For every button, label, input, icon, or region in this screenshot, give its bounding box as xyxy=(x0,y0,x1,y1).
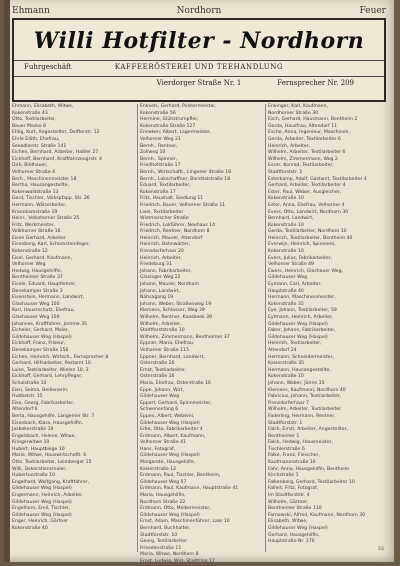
directory-entry: Esche, Anna, Ingenieur, Maschinen, xyxy=(268,130,350,136)
directory-entry: Bertha, Hausangestellte, xyxy=(12,183,70,189)
directory-entry: Hermann, Schneidermeister, xyxy=(268,354,334,360)
directory-entry: Glashauser Weg 100 xyxy=(12,315,60,320)
directory-entry: Velhorner Straße 49 xyxy=(268,262,314,268)
directory-entry: Erdmann, Albert, Kaufmann, xyxy=(140,433,206,439)
directory-entry: Esch, Gerhard, Hausmann, Bentheim 2 xyxy=(268,117,358,123)
directory-entry: Ernst, Ludwig, Wirt, Stadtring 17 xyxy=(140,558,215,564)
directory-entry: Wilhelm, Gärtner, xyxy=(268,499,309,505)
directory-entry: Eisen Gerhard, Arbeiter xyxy=(12,235,66,241)
directory-entry: Eisenberg, Karl, Schornsteinfeger, xyxy=(12,242,91,248)
directory-entry: Frensdorferhaar 7 xyxy=(268,400,309,406)
directory-entry: Engermann, Heinrich, Arbeiter, xyxy=(12,493,84,499)
directory-entry: Gerd, Tischler, Volkspfapp. Str. 26 xyxy=(12,196,90,202)
directory-entry: Eickhoff, Franz, Friseur, xyxy=(12,341,66,347)
directory-entry: Maria, Witwe, Nordhorn 8 xyxy=(140,552,199,558)
directory-entry: Ester, Paul, Weber, Ausgleicher, xyxy=(268,189,342,195)
directory-entry: Hedwig, Hausgehilfin, xyxy=(12,268,63,274)
directory-entry: Dirk, Bildhauer, xyxy=(12,163,48,169)
ad-kind: Fuhrgeschäft xyxy=(24,63,72,71)
directory-entry: Bernhard, Landwirt, xyxy=(268,216,314,222)
directory-entry: Hermann, Maschinenmeister, xyxy=(268,295,336,301)
directory-entry: Ehmann, Elisabeth, Witwe, xyxy=(12,104,74,109)
directory-entry: Erdmann, Paul, Kaufmann, Hauptstraße 41 xyxy=(140,486,239,492)
column-3 xyxy=(268,104,388,554)
directory-entry: Heinrich, Maurer, Altendorf xyxy=(140,235,203,241)
directory-entry: Gildehauser Weg (Haspel) xyxy=(12,334,72,340)
directory-entry: Maria, Hausgehilfin, xyxy=(140,493,186,499)
directory-entry: Fritz, Haushalt, Siedlung 11 xyxy=(140,196,204,202)
directory-entry: Heinrich, Textilarbeiter, Bentheim 40 xyxy=(268,235,353,241)
directory-entry: Farnowski, Alfred, Kaufmann, Nordhorn 30 xyxy=(268,512,366,518)
directory-entry: Engelsbach, Helene, Witwe, xyxy=(12,433,76,439)
directory-entry: Frisedenstraße 11 xyxy=(140,545,182,551)
directory-entry: Gildehauser Weg (Haspel) xyxy=(12,499,72,505)
directory-entry: Altendorf 6 xyxy=(12,407,38,413)
directory-entry: Friedrich, Rentner, Nordhorn 8 xyxy=(140,229,210,235)
directory-entry: Eichen, Heinrich, Wirtsch., Fernsprecher 8 xyxy=(12,354,109,360)
directory-entry: Stadtforststr. 1 xyxy=(268,169,303,175)
directory-entry: Kokenstraße 10 xyxy=(268,374,304,380)
directory-entry: Heinrich, Arbeiter, xyxy=(140,255,183,261)
directory-entry: Gerhard, Arbeiter, Textilarbeiter 4 xyxy=(268,183,346,189)
directory-entry: Kokenstraße 10 xyxy=(268,249,304,255)
directory-entry: Eytmann, Heinrich, Arbeiter, xyxy=(268,315,334,320)
directory-entry: Engelhard, Wolfgang, Kraftfahrer, xyxy=(12,479,90,485)
directory-entry: Eien, Selma, Bedienerin, xyxy=(12,387,69,393)
directory-entry: Jasbekerstraße 10 xyxy=(12,427,54,433)
directory-entry: Gildehauser Weg xyxy=(140,394,180,400)
directory-entry: Gildehauser Weg 57 xyxy=(140,479,187,485)
directory-entry: Enger, Heinrich, Gärtner xyxy=(12,519,69,525)
directory-entry: Johann, Maurer, Nordhorn xyxy=(140,282,200,288)
directory-entry: Kokenstraße Straße 127 xyxy=(140,123,196,129)
directory-entry: Nähsagang 19 xyxy=(140,295,174,301)
directory-entry: Osterstraße 26 xyxy=(140,361,175,367)
directory-entry: Gildehauser Weg (Haspel) xyxy=(12,512,72,518)
directory-entry: Falke, Franz, Fleischer, xyxy=(268,453,320,459)
page-number: 33 xyxy=(377,546,384,552)
directory-entry: Stadtforststraße 10 xyxy=(140,328,185,334)
directory-entry: Johann, Fabrikarbeiter, xyxy=(140,268,193,274)
directory-entry: Eduard, Textilarbeiter, xyxy=(140,183,191,189)
directory-entry: Friedrich, Lokführer, Neuhaus 14 xyxy=(140,222,216,228)
directory-entry: Stadtforststr. 1 xyxy=(268,420,303,426)
directory-entry: Nordhorner Straße 30 xyxy=(268,110,319,116)
directory-entry: Maria, Ehefrau, Osterstraße 16 xyxy=(140,380,211,386)
directory-entry: Tischlerstraße 6 xyxy=(268,446,305,452)
directory-entry: Otto, Textilarbeiter, Leimberger 15 xyxy=(12,460,92,466)
directory-entry: Eye, Johann, Textilarbeiter, 59 xyxy=(268,308,337,314)
directory-entry: Berta, Hausgehilfe, Langemer Str. 7 xyxy=(12,413,95,419)
directory-entry: Hubertusstraße 10 xyxy=(12,473,56,479)
directory-entry: Eppen, Albert, Weberei, xyxy=(140,413,195,419)
ad-line-2 xyxy=(14,76,384,89)
directory-entry: Falkenberg, Gerhard, Textilarbeiter 10 xyxy=(268,479,355,485)
directory-entry: Volkhorner Straße 16 xyxy=(12,229,61,235)
directory-entry: Velhorner Straße 4 xyxy=(12,169,56,175)
directory-entry: Eickhoff, Gerhard, Lehrpfleger, xyxy=(12,374,83,380)
directory-entry: Velhorner Weg 21 xyxy=(140,136,181,142)
directory-entry: Kaiserstraße 12 xyxy=(140,466,177,472)
directory-entry: Enkvels, Gerhard, Polstermeister, xyxy=(140,104,217,109)
directory-entry: Margarete, Hausgehilfe, xyxy=(140,460,196,466)
directory-entry: Kaiserstraße 35 xyxy=(268,361,305,367)
directory-entry: Johann, Weber, Straßenweg 19 xyxy=(140,301,212,307)
directory-entry: Hermine, Glühstrumpfler, xyxy=(140,117,199,123)
directory-entry: Eise, Georg, Fabrikarbeiter, xyxy=(12,400,75,406)
directory-entry: Gildehauser Weg (Haspel) xyxy=(12,486,72,492)
directory-entry: Bernh., Rentner, xyxy=(140,143,178,149)
directory-entry: Bernh., Spinner, xyxy=(140,156,178,162)
directory-entry: Faderling, Hermann, Rentner, xyxy=(268,413,336,419)
directory-entry: Ehrle Edith, Ehefrau, xyxy=(12,136,60,142)
ad-phone: Fernsprecher Nr. 209 xyxy=(277,79,354,87)
directory-entry: Gerda, Arbeiter, Textilarbeiter 6 xyxy=(268,136,341,142)
directory-entry: Wietmarscher Straße xyxy=(140,216,189,222)
directory-entry: Eisenstein, Hermann, Landwirt, xyxy=(12,295,84,301)
directory-entry: Eppner, Bernhard, Landwirt, xyxy=(140,354,205,360)
directory-entry: Fallert, Fritz, Fotograf, xyxy=(268,486,319,492)
directory-entry: Nordhorn Straße 22 xyxy=(140,499,186,505)
directory-entry: Everwijn, Heinrich, Spinnerei, xyxy=(268,242,336,248)
directory-entry: Falck, Ernst, Arbeiter, Angestellter, xyxy=(268,427,348,433)
directory-entry: Eisenbach, Klara, Hausgehilfin, xyxy=(12,420,84,426)
directory-entry: Berh., Maschinenmeister 18 xyxy=(12,176,77,182)
directory-entry: Glasloger Weg 22 xyxy=(140,275,181,281)
directory-entry: Heinrich, Bahnwärter, xyxy=(140,242,191,248)
directory-entry: Hauptstraße Nr. 170 xyxy=(268,539,315,545)
directory-entry: Gerda, Hausfrau, Altendorf 11 xyxy=(268,123,338,129)
directory-entry: Im Stadtforststr. 4 xyxy=(268,493,310,499)
directory-entry: Willi, Dekorationsmaler, xyxy=(12,466,67,472)
directory-entry: Kokenstraße 17 xyxy=(140,189,176,195)
directory-entry: Eppner, Maria, Ehefrau, xyxy=(140,341,195,347)
directory-entry: Gildehauser Weg (Haspel) xyxy=(140,420,200,426)
directory-entry: Kokenwaldstraße 13 xyxy=(12,189,59,195)
directory-entry: Bentheimer Straße 37 xyxy=(12,275,63,281)
directory-entry: Eymann, Carl, Arbeiter, xyxy=(268,282,322,288)
directory-entry: Gildehauser Weg (Haspel) xyxy=(140,453,200,459)
directory-entry: Faber, Johann, Fabrikarbeiter, xyxy=(268,328,336,334)
directory-entry: Erdmann, Paul, Tischler, Bentheim, xyxy=(140,473,221,479)
directory-entry: Altendorf 24 xyxy=(268,347,297,353)
directory-entry: Gildehauser Weg (Haspel) xyxy=(268,321,328,327)
directory-entry: Esser, Konrad, Textilarbeiter, xyxy=(268,163,334,169)
directory-entry: Evers, Otto, Landwirt, Nordhorn 30 xyxy=(268,209,349,215)
directory-entry: Heinr., Volkshorner Straße 25 xyxy=(12,216,80,222)
directory-entry: Fahr, Anna, Hausgehilfin, Bentheim xyxy=(268,466,350,472)
directory-entry: Eppert, Gerhard, Spinnmeister, xyxy=(140,400,212,406)
directory-entry: Gerhard, Hilfsarbeiter, Postamt 10 xyxy=(12,361,91,367)
directory-entry: Gildehauser Weg (Haspel) xyxy=(268,334,328,340)
directory-entry: Wilhelm, Arbeiter, Textilarbeiter xyxy=(268,407,341,413)
directory-entry: Wilhelm, Arbeiter, xyxy=(140,321,182,327)
directory-entry: Marie, Witwe, Hauswirtschaftl. 6 xyxy=(12,453,87,459)
header-center: Nordhorn xyxy=(176,6,222,16)
directory-entry: Denekamper Straße 156 xyxy=(12,347,69,353)
directory-entry: Seeadlerstr. Straße 141 xyxy=(12,143,67,149)
directory-entry: Bauer Maske 8 xyxy=(12,123,46,129)
binding-shadow xyxy=(4,0,10,562)
directory-entry: Kokenstraße 35 xyxy=(268,301,304,307)
directory-entry: Zollweg 10 xyxy=(140,150,166,156)
directory-entry: Karl, Hauerschutz, Ehefrau, xyxy=(12,308,75,314)
directory-entry: Eisel, Gerhard, Kaufmann, xyxy=(12,255,73,261)
directory-entry: Wilhelm, Rentner, Kaasbeek 39 xyxy=(140,315,212,320)
directory-page xyxy=(4,0,394,562)
directory-entry: Hermann, Hausangestellte, xyxy=(268,367,331,373)
directory-entry: Frensdorferhaar 20 xyxy=(140,249,184,255)
directory-entry: Gildehauser Weg (Haspel) xyxy=(268,526,328,531)
directory-entry: Kaufmannsstraße 16 xyxy=(268,460,316,466)
directory-entry: Friedhofstraße 17 xyxy=(140,163,181,169)
column-1 xyxy=(12,104,132,554)
directory-entry: Gildehauser Weg (Haspel) xyxy=(140,512,200,518)
directory-entry: Hans, Fotograf, xyxy=(140,446,176,452)
directory-entry: Georg, Textilarbeiter xyxy=(140,539,187,545)
directory-entry: Bernh., Wirtschaftl., Lingener Straße 18 xyxy=(140,169,232,175)
directory-entry: Kokenstraße 56 xyxy=(140,110,176,116)
directory-entry: Erwinger, Karl, Kaufmann, xyxy=(268,104,328,109)
directory-entry: Heinrich, Textilarbeiter, xyxy=(268,341,322,347)
directory-entry: Engelhorn, Emil, Tischler, xyxy=(12,506,71,512)
directory-entry: Eichen, Bernhard, Arbeiter, Haßler 27 xyxy=(12,150,99,156)
directory-entry: Ernst, Adam, Maschinenführer, Laar 10 xyxy=(140,519,230,525)
directory-entry: Bentheimer Straße 110 xyxy=(268,506,322,512)
directory-entry: Hauptstraße 40 xyxy=(268,288,304,294)
directory-entry: Esterkamp, Adolf, Gastwirt, Textilarbeiter 4 xyxy=(268,176,367,182)
directory-entry: Schulstraße 10 xyxy=(12,380,47,386)
directory-entry: Kokenstraße 12 xyxy=(12,249,48,255)
directory-entry: Klemens, Schlosser, Weg 39 xyxy=(140,308,205,314)
directory-entry: Friedeburg 31 xyxy=(140,262,172,268)
directory-entry: Kokenstraße 10 xyxy=(268,196,304,202)
directory-entry: Eickhoff, Bernhard, Kraftfahrzeugrstr. 4 xyxy=(12,156,102,162)
directory-columns xyxy=(12,104,384,564)
directory-entry: Denekamper Straße 3 xyxy=(12,288,63,294)
directory-entry: Glashauser Weg 100 xyxy=(12,301,60,307)
directory-entry: Heinrich, Arbeiter, xyxy=(268,143,311,149)
directory-entry: Bentheimer 1 xyxy=(268,433,300,439)
directory-entry: Luise, Textilarbeiter, Wielen 10, 3 xyxy=(12,367,89,373)
directory-entry: Friedrich, Bauer, Velhorner Straße 11 xyxy=(140,202,226,208)
directory-entry: Kokenstraße 10 xyxy=(268,222,304,228)
ad-business-name: Willi Hotfilter - Nordhorn xyxy=(33,28,365,54)
directory-entry: Krannkamstraße 19 xyxy=(12,209,58,215)
directory-entry: Ewers, Heinrich, Glashauer Weg, xyxy=(268,268,344,274)
directory-entry: Erdmann, Otto, Melkermeister, xyxy=(140,506,211,512)
directory-entry: Johann, Landwirt, xyxy=(140,288,181,294)
directory-entry: Johann, Weber, Jünne 35 xyxy=(268,380,325,386)
directory-entry: Gildehauser Weg xyxy=(268,275,308,281)
directory-entry: Bernhard, Buchhalter, xyxy=(140,526,191,531)
directory-entry: Kokenstraße 40 xyxy=(12,526,48,531)
directory-entry: Velhorner Straße 41 xyxy=(140,440,186,446)
directory-entry: Otto, Textilarbeiter, xyxy=(12,117,57,123)
directory-entry: Falck, Hedwig, Hausmeister, xyxy=(268,440,334,446)
directory-entry: Wilhelm, Arbeiter, Textilarbeiter 6 xyxy=(268,150,346,156)
directory-entry: Velhorner Straße 115 xyxy=(140,347,189,353)
directory-entry: Velhorner Weg xyxy=(12,262,46,268)
ad-line-1 xyxy=(14,60,384,73)
directory-entry: Kokenstraße 43 xyxy=(12,110,48,116)
directory-entry: Evers, Julius, Fabrikarbeiter, xyxy=(268,255,333,261)
advertisement-box xyxy=(12,18,386,102)
directory-entry: Klemens, Kaufmann, Nordhorn 40 xyxy=(268,387,346,393)
ad-business: KAFFEERÖSTEREI UND TEEHANDLUNG xyxy=(114,63,284,71)
directory-entry: Eicheler, Gerhard, Maler, xyxy=(12,328,70,334)
header-right: Feuer xyxy=(359,6,386,16)
directory-entry: Ester, Anna, Ehefrau, Velhorner 4 xyxy=(268,202,345,208)
directory-entry: Schwenenfang 6 xyxy=(140,407,179,413)
header-left: Ehmann xyxy=(12,6,50,16)
directory-entry: Eppe, Johann, Wirt, xyxy=(140,387,184,393)
directory-entry: Ernst, Textilarbeiter, xyxy=(140,367,187,373)
directory-entry: Hermann, Wälzerbeiter, xyxy=(12,202,67,208)
directory-entry: Fabricius, Johann, Textilarbeiter, xyxy=(268,394,342,400)
ad-address: Vierdorger Straße Nr. 1 xyxy=(156,79,242,87)
directory-entry: Gerda, Textilarbeiter, Nordhorn 10 xyxy=(268,229,347,235)
directory-entry: Johannes, Kraftfahrer, Jomme 35 xyxy=(12,321,87,327)
directory-entry: Stadtforststr. 10 xyxy=(140,532,178,538)
directory-entry: Gerhard, Hausgehilfin, xyxy=(268,532,320,538)
directory-entry: Kirchstraße 1 xyxy=(268,473,299,479)
directory-entry: Wilhelm, Zimmermann, Bentheimer 37 xyxy=(140,334,230,340)
directory-entry: Wilhelm, Zimmermann, Weg 2 xyxy=(268,156,338,162)
directory-entry: Eisele, Eduard, Hauptlehrer, xyxy=(12,282,77,288)
directory-entry: Fritz, Werkmeister, xyxy=(12,222,56,228)
directory-entry: Hubert, Hauptbiege 10 xyxy=(12,446,65,452)
directory-entry: Enneken, Albert, Lagermeister, xyxy=(140,130,212,136)
directory-entry: Kriegerwitwe 10 xyxy=(12,440,50,446)
directory-entry: Elisabeth, Witwe, xyxy=(268,519,308,525)
directory-entry: Lisel, Textilarbeiter xyxy=(140,209,184,215)
directory-entry: Bernh., Lokschaffner, Borsttalstraße 18 xyxy=(140,176,231,182)
directory-entry: Ehlig, Kurt, Angestellter, Delfterstr. 12 xyxy=(12,130,100,136)
directory-entry: Erbe, Otto, Fabrikarbeiter 4 xyxy=(140,427,203,433)
column-2 xyxy=(140,104,260,564)
directory-entry: Osterstraße 16 xyxy=(140,374,175,380)
directory-entry: Hubbelstr. 15 xyxy=(12,394,43,400)
